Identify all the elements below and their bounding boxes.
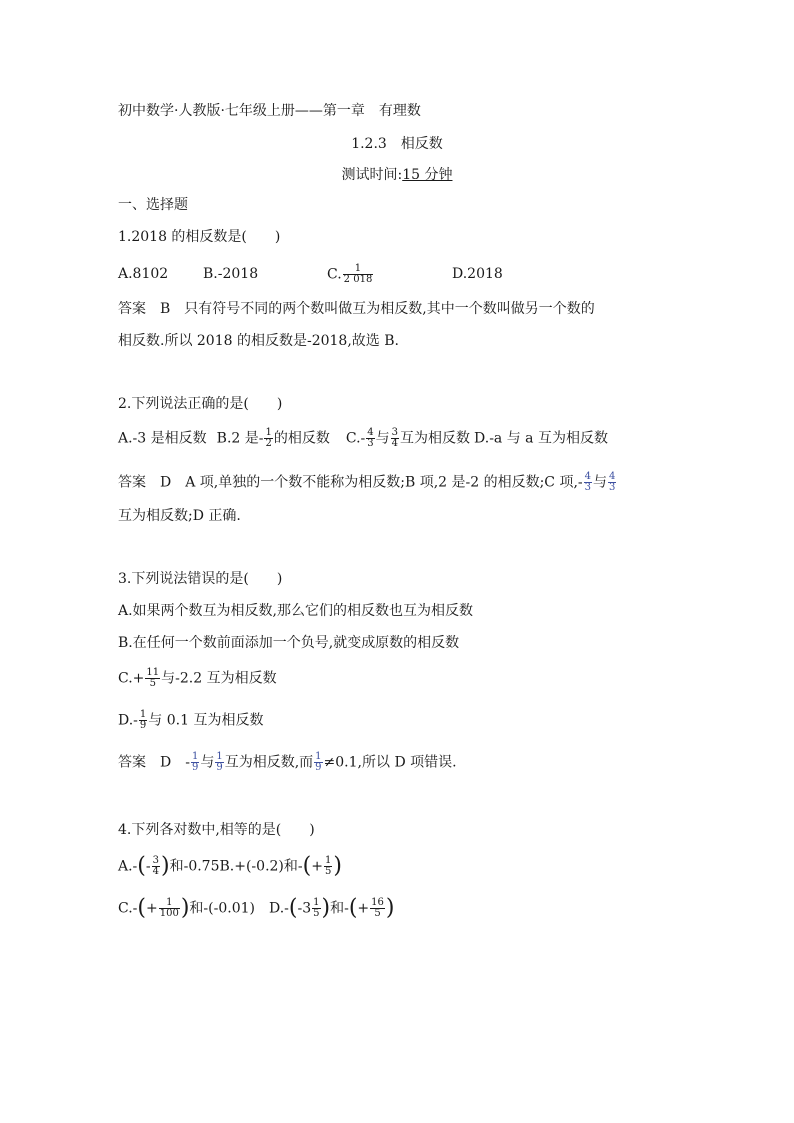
q4-options-ab	[118, 853, 342, 879]
q1-stem: 1.2018 的相反数是( )	[118, 229, 281, 245]
q1-option-a: A.8102	[118, 266, 169, 282]
part-title: 一、选择题	[118, 197, 188, 213]
q1-answer-line2: 相反数.所以 2018 的相反数是-2018,故选 B.	[118, 333, 399, 349]
q4-option-a-pre: A.-	[118, 858, 138, 875]
fraction-numerator: 3	[152, 855, 159, 866]
q3-option-d-pre: D.-	[118, 712, 138, 729]
fraction-numerator: 1	[324, 855, 332, 866]
q4-option-a-fraction	[152, 856, 160, 877]
q2-option-b-fraction	[264, 428, 272, 449]
q3-answer-fraction1	[191, 752, 199, 773]
fraction-denominator: 5	[313, 908, 320, 919]
left-paren-icon: (	[302, 853, 312, 879]
series-title: 初中数学·人教版·七年级上册——第一章 有理数	[118, 103, 421, 119]
q2-option-c-mid: 与	[375, 430, 390, 447]
q1-answer-line1: 答案 B 只有符号不同的两个数叫做互为相反数,其中一个数叫做另一个数的	[118, 301, 595, 317]
test-time-value: 15 分钟	[402, 167, 453, 183]
fraction-denominator: 9	[139, 720, 147, 731]
q3-option-d-post: 与 0.1 互为相反数	[148, 712, 264, 729]
fraction-numerator: 1	[216, 751, 223, 762]
right-paren-icon: )	[385, 895, 395, 921]
fraction-numerator: 1	[343, 264, 374, 275]
q4-option-d-fraction1	[312, 898, 320, 919]
test-time	[0, 165, 794, 185]
fraction-denominator: 5	[374, 908, 381, 919]
fraction-numerator: 4	[609, 471, 616, 482]
test-time-label: 测试时间:	[341, 167, 403, 183]
q3-option-c	[118, 668, 277, 689]
q1-option-c-label: C.	[327, 266, 342, 283]
q3-option-a: A.如果两个数互为相反数,那么它们的相反数也互为相反数	[118, 603, 474, 619]
fraction-numerator: 16	[371, 897, 384, 908]
fraction-numerator: 1	[159, 898, 180, 909]
q3-answer-fraction2	[215, 752, 223, 773]
q3-option-c-post: 与-2.2 互为相反数	[161, 670, 277, 687]
fraction-denominator: 3	[609, 482, 616, 493]
q3-option-d-fraction	[139, 710, 147, 731]
q4-option-d-whole: -3	[297, 900, 312, 917]
q4-option-c-sign: +	[146, 900, 158, 917]
q1-option-c-fraction	[343, 264, 374, 285]
q3-option-c-fraction	[145, 668, 160, 689]
q4-option-b-fraction	[324, 856, 332, 877]
right-paren-icon: )	[180, 895, 190, 921]
q3-answer-pre: 答案 D -	[118, 754, 190, 771]
q4-option-c-fraction	[159, 898, 180, 919]
fraction-numerator: 4	[367, 427, 374, 438]
q2-answer-text: 答案 D A 项,单独的一个数不能称为相反数;B 项,2 是-2 的相反数;C 项,-	[118, 474, 583, 491]
fraction-denominator: 5	[149, 678, 156, 689]
q4-option-c-pre: C.-	[118, 900, 138, 917]
q4-option-ab-mid: 和-0.75B.+(-0.2)和-	[169, 858, 303, 875]
fraction-numerator: 1	[191, 751, 199, 762]
right-paren-icon: )	[321, 895, 331, 921]
q1-option-d: D.2018	[452, 266, 503, 282]
q2-answer-fraction2	[608, 472, 616, 493]
q3-answer-post: ≠0.1,所以 D 项错误.	[323, 754, 457, 771]
fraction-denominator: 2 018	[343, 274, 373, 285]
left-paren-icon: (	[137, 853, 146, 879]
q2-answer-mid: 与	[593, 474, 608, 491]
q3-answer-mid1: 与	[200, 754, 215, 771]
fraction-denominator: 4	[152, 866, 159, 877]
fraction-numerator: 1	[139, 709, 147, 720]
q2-options	[118, 428, 608, 449]
q1-option-b: B.-2018	[203, 266, 259, 282]
q2-option-c-pre: C.-	[345, 430, 366, 447]
q2-option-b-post: 的相反数	[273, 430, 330, 447]
fraction-numerator: 1	[313, 897, 320, 908]
right-paren-icon: )	[333, 853, 342, 879]
q2-answer-line2: 互为相反数;D 正确.	[118, 508, 241, 524]
q4-options-cd	[118, 895, 395, 921]
fraction-denominator: 4	[391, 438, 399, 449]
q3-answer	[118, 752, 457, 773]
q4-stem: 4.下列各对数中,相等的是( )	[118, 822, 315, 838]
fraction-numerator: 11	[146, 667, 160, 678]
fraction-numerator: 1	[315, 751, 322, 762]
q4-option-d-sign: +	[357, 900, 370, 917]
q1-option-c	[327, 264, 374, 285]
q3-stem: 3.下列说法错误的是( )	[118, 571, 283, 587]
left-paren-icon: (	[348, 895, 358, 921]
q4-option-a-sign: -	[145, 858, 151, 875]
fraction-denominator: 3	[584, 482, 592, 493]
q2-option-c-fraction1	[366, 428, 374, 449]
fraction-denominator: 5	[324, 866, 332, 877]
q2-option-c-fraction2	[391, 428, 399, 449]
section-title: 1.2.3 相反数	[351, 136, 443, 152]
left-paren-icon: (	[137, 895, 146, 921]
left-paren-icon: (	[288, 895, 298, 921]
fraction-numerator: 3	[391, 427, 399, 438]
q4-option-d-mid: 和-	[330, 900, 349, 917]
q4-option-d-fraction2	[370, 898, 385, 919]
q3-answer-fraction3	[314, 752, 322, 773]
q4-option-b-sign: +	[311, 858, 323, 875]
fraction-denominator: 100	[159, 908, 179, 919]
q3-option-c-pre: C.+	[118, 670, 145, 687]
q4-option-cd-mid: 和-(-0.01) D.-	[189, 900, 289, 917]
q2-answer-line1	[118, 472, 617, 493]
q3-option-b: B.在任何一个数前面添加一个负号,就变成原数的相反数	[118, 635, 460, 651]
fraction-numerator: 1	[265, 427, 272, 438]
fraction-numerator: 4	[584, 471, 592, 482]
fraction-denominator: 9	[216, 762, 223, 773]
q2-option-d: D.-a 与 a 互为相反数	[474, 430, 608, 447]
fraction-denominator: 3	[367, 438, 374, 449]
q2-stem: 2.下列说法正确的是( )	[118, 396, 283, 412]
q2-option-c-post: 互为相反数	[400, 430, 471, 447]
fraction-denominator: 9	[315, 762, 322, 773]
q2-option-a: A.-3 是相反数	[118, 430, 207, 447]
q2-option-b-pre: B.2 是-	[216, 430, 264, 447]
q3-answer-mid2: 互为相反数,而	[224, 754, 314, 771]
fraction-denominator: 9	[191, 762, 199, 773]
q3-option-d	[118, 710, 263, 731]
fraction-denominator: 2	[265, 438, 272, 449]
q2-answer-fraction1	[584, 472, 592, 493]
right-paren-icon: )	[161, 853, 170, 879]
